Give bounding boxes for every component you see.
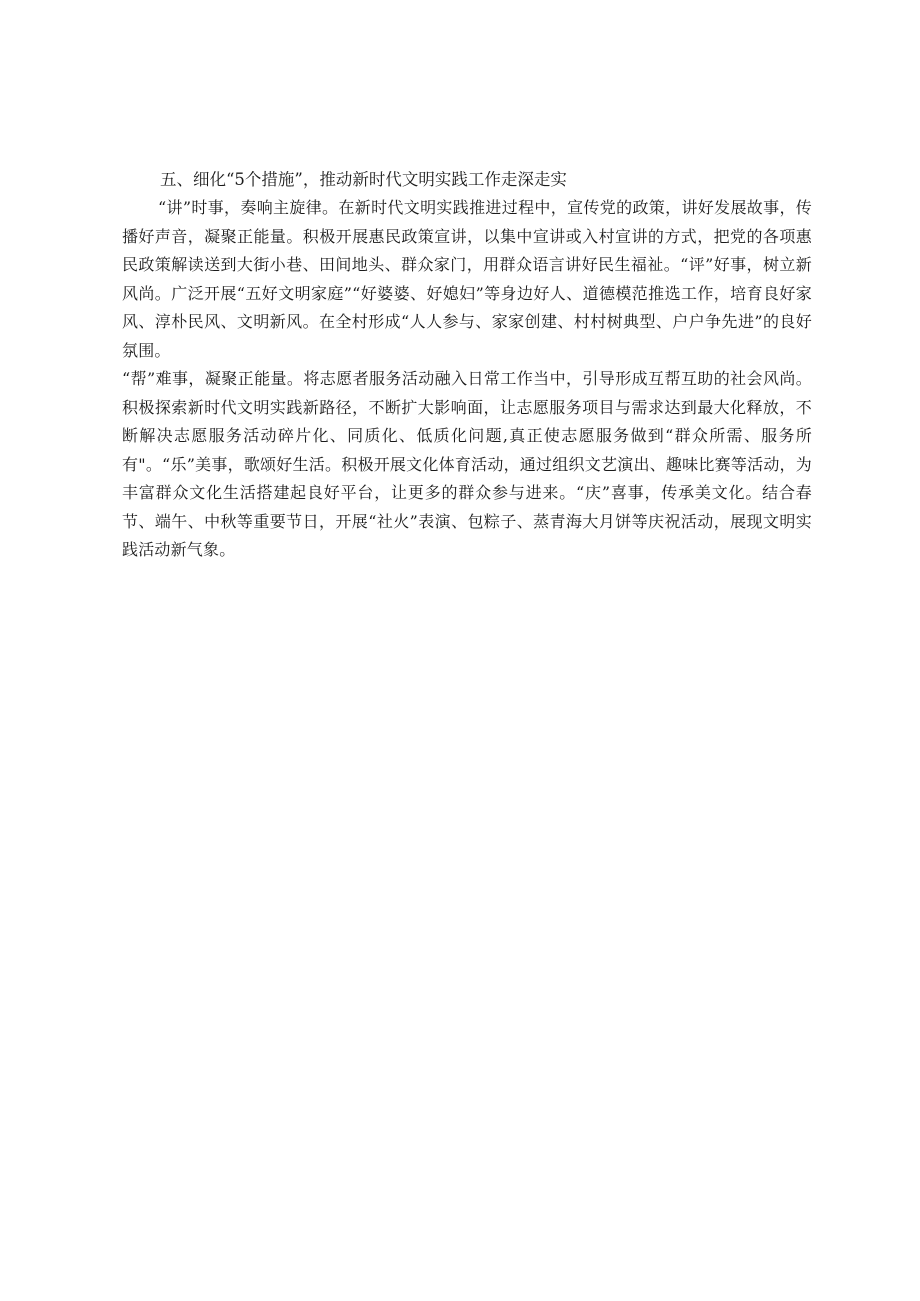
paragraph-bang-le-qing: “帮”难事，凝聚正能量。将志愿者服务活动融入日常工作当中，引导形成互帮互助的社会风尚。积极探索新时代文明实践新路径，不断扩大影响面，让志愿服务项目与需求达到最大化释放，不断解决志愿服务活动碎片化、同质化、低质化问题,真正使志愿服务做到“群众所需、服务所有"。“乐”美事，歌颂好生活。积极开展文化体育活动，通过组织文艺演出、趣味比赛等活动，为丰富群众文化生活搭建起良好平台，让更多的群众参与进来。“庆”喜事，传承美文化。结合春节、端午、中秋等重要节日，开展“社火”表演、包粽子、蒸青海大月饼等庆祝活动，展现文明实践活动新气象。: [122, 369, 812, 559]
section-heading: 五、细化“5个措施”，推动新时代文明实践工作走深走实: [160, 170, 567, 189]
paragraph-jiang-ping: “讲”时事，奏响主旋律。在新时代文明实践推进过程中，宣传党的政策，讲好发展故事，传播好声音，凝聚正能量。积极开展惠民政策宣讲，以集中宣讲或入村宣讲的方式，把党的各项惠民政策解读送到大街小巷、田间地头、群众家门，用群众语言讲好民生福祉。“评”好事，树立新风尚。广泛开展“五好文明家庭”“好婆婆、好媳妇”等身边好人、道德模范推选工作，培育良好家风、淳朴民风、文明新风。在全村形成“人人参与、家家创建、村村树典型、户户争先进”的良好氛围。: [122, 198, 812, 360]
document-body: [122, 166, 812, 565]
